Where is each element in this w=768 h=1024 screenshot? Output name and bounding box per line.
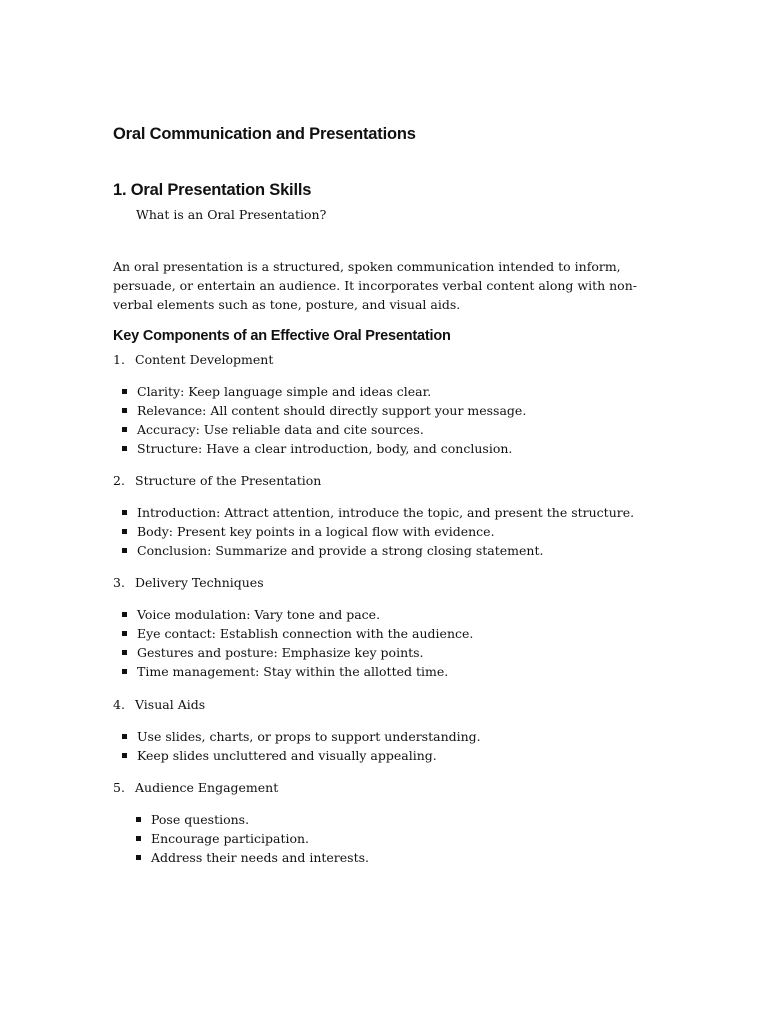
list-item-text: Encourage participation. <box>151 831 310 846</box>
list-item <box>113 401 526 420</box>
list-item-text: Body: Present key points in a logical flow with evidence. <box>137 524 495 539</box>
list-item <box>113 727 481 746</box>
list-item-text: Eye contact: Establish connection with the audience. <box>137 626 474 641</box>
bullet-icon <box>122 427 127 432</box>
bullet-list <box>113 727 481 765</box>
numbered-item <box>113 780 278 795</box>
list-item <box>113 662 473 681</box>
bullet-list <box>113 382 526 458</box>
bullet-icon <box>122 446 127 451</box>
bullet-list <box>113 605 473 681</box>
list-item-text: Conclusion: Summarize and provide a strong closing statement. <box>137 543 544 558</box>
list-item-text: Gestures and posture: Emphasize key points. <box>137 645 424 660</box>
list-item-text: Clarity: Keep language simple and ideas clear. <box>137 384 432 399</box>
item-number: 1. <box>113 352 125 367</box>
numbered-item <box>113 697 205 712</box>
numbered-item <box>113 575 264 590</box>
item-title: Content Development <box>135 352 274 367</box>
bullet-icon <box>136 855 141 860</box>
bullet-icon <box>122 669 127 674</box>
list-item <box>113 643 473 662</box>
section-heading: 1. Oral Presentation Skills <box>113 181 312 199</box>
list-item <box>113 541 634 560</box>
intro-paragraph: An oral presentation is a structured, spoken communication intended to inform, persuade, or entertain an audience. It incorporates verbal content along with non-verbal elements such as tone, posture, and visual aids. <box>113 259 637 312</box>
bullet-icon <box>136 836 141 841</box>
bullet-icon <box>136 817 141 822</box>
list-item <box>127 829 369 848</box>
bullet-icon <box>122 408 127 413</box>
list-item-text: Accuracy: Use reliable data and cite sources. <box>137 422 424 437</box>
subheading: What is an Oral Presentation? <box>136 207 327 222</box>
item-title: Visual Aids <box>135 697 206 712</box>
bullet-icon <box>122 389 127 394</box>
list-item <box>127 810 369 829</box>
bullet-icon <box>122 510 127 515</box>
list-item-text: Introduction: Attract attention, introduce the topic, and present the structure. <box>137 505 635 520</box>
list-item-text: Time management: Stay within the allotted time. <box>137 664 449 679</box>
numbered-item <box>113 352 273 367</box>
list-item <box>113 420 526 439</box>
bullet-icon <box>122 529 127 534</box>
bullet-icon <box>122 753 127 758</box>
document-title: Oral Communication and Presentations <box>113 125 416 143</box>
list-item-text: Structure: Have a clear introduction, body, and conclusion. <box>137 441 513 456</box>
list-item <box>113 503 634 522</box>
item-number: 2. <box>113 473 125 488</box>
bullet-icon <box>122 734 127 739</box>
item-number: 4. <box>113 697 125 712</box>
list-item-text: Address their needs and interests. <box>151 850 370 865</box>
components-heading: Key Components of an Effective Oral Presentation <box>113 328 451 344</box>
bullet-list <box>127 810 369 867</box>
list-item <box>113 605 473 624</box>
bullet-icon <box>122 548 127 553</box>
list-item-text: Keep slides uncluttered and visually appealing. <box>137 748 437 763</box>
list-item <box>113 624 473 643</box>
item-title: Structure of the Presentation <box>135 473 322 488</box>
bullet-icon <box>122 650 127 655</box>
list-item <box>113 439 526 458</box>
bullet-icon <box>122 612 127 617</box>
item-number: 3. <box>113 575 125 590</box>
list-item-text: Relevance: All content should directly support your message. <box>137 403 527 418</box>
list-item-text: Voice modulation: Vary tone and pace. <box>137 607 381 622</box>
numbered-item <box>113 473 321 488</box>
bullet-icon <box>122 631 127 636</box>
item-title: Audience Engagement <box>135 780 279 795</box>
list-item-text: Pose questions. <box>151 812 250 827</box>
item-title: Delivery Techniques <box>135 575 264 590</box>
list-item <box>113 382 526 401</box>
list-item <box>113 522 634 541</box>
bullet-list <box>113 503 634 560</box>
list-item <box>113 746 481 765</box>
item-number: 5. <box>113 780 125 795</box>
list-item <box>127 848 369 867</box>
list-item-text: Use slides, charts, or props to support understanding. <box>137 729 481 744</box>
